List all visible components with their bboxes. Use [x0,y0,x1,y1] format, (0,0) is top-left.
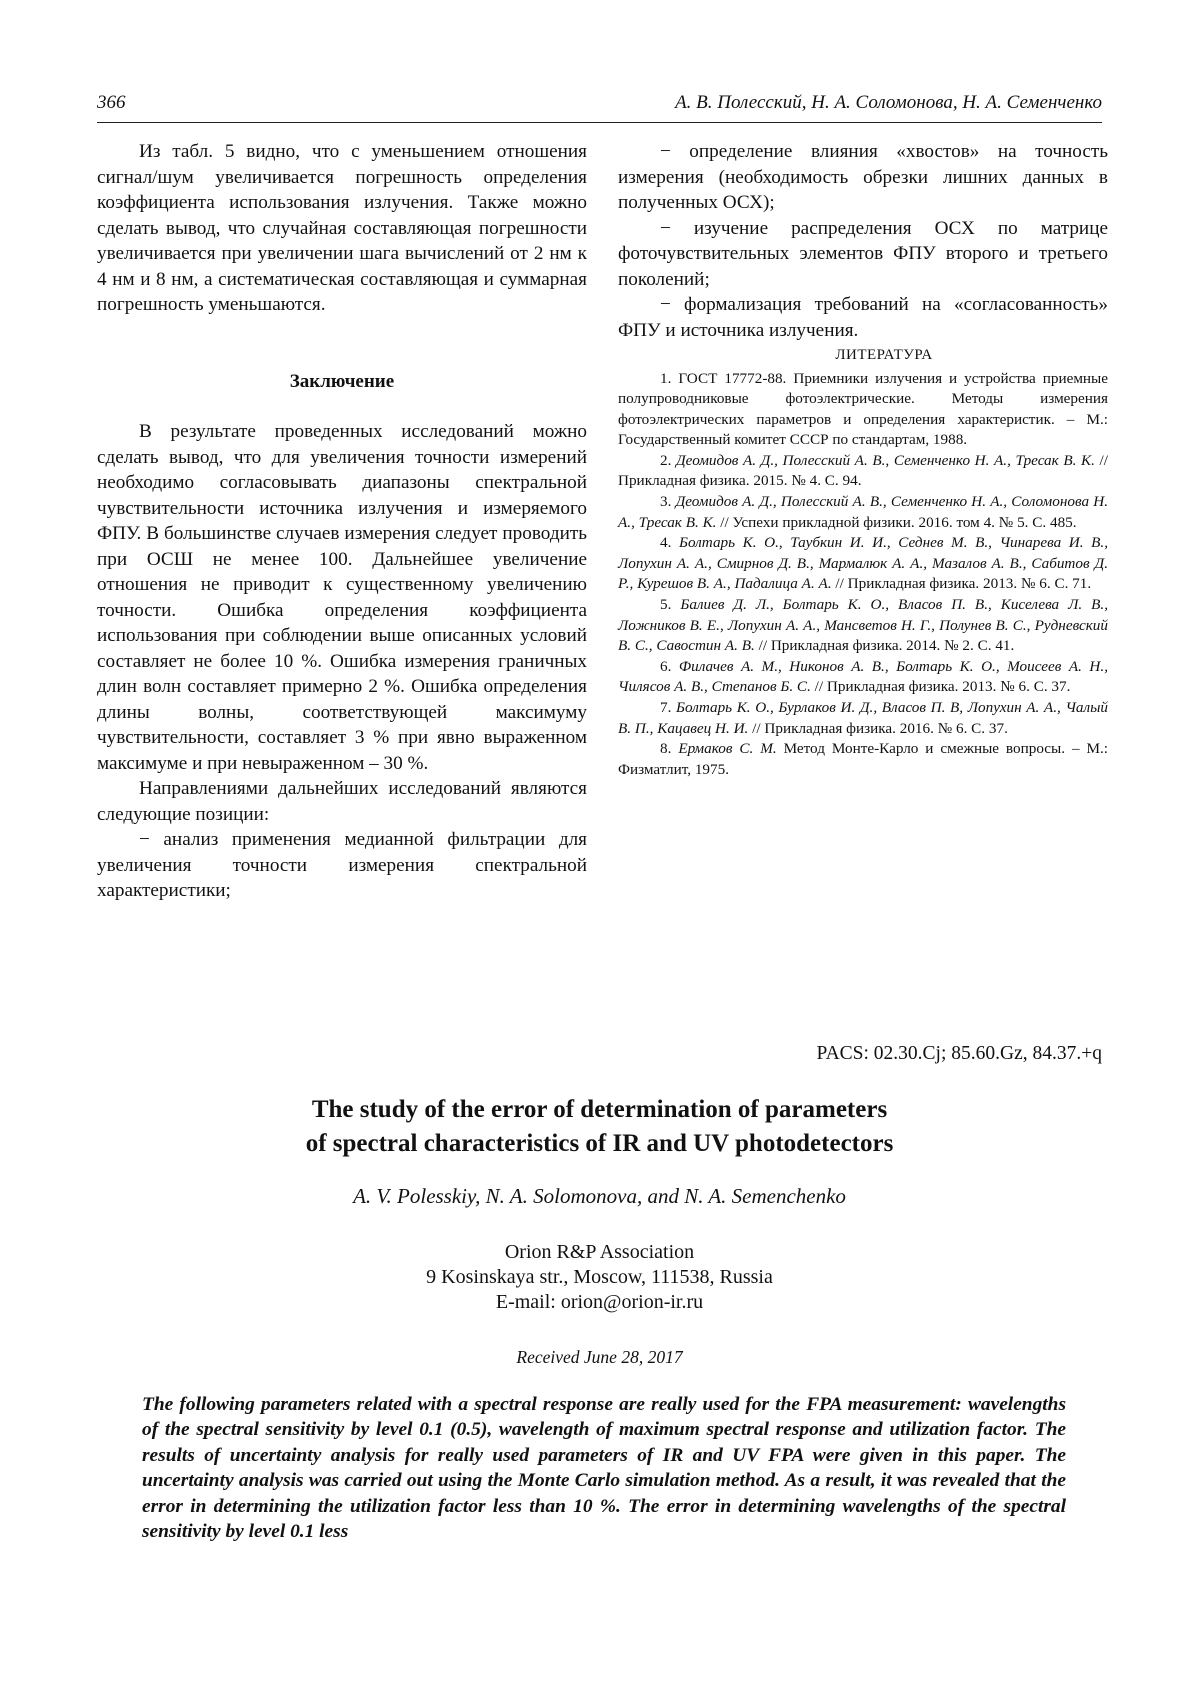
section-title-conclusion: Заключение [289,370,395,392]
reference-item: 2. Деомидов А. Д., Полесский А. В., Семенченко Н. А., Тресак В. К. // Прикладная физика. 2015. № 4. С. 94. [618,451,1108,490]
reference-item: 5. Балиев Д. Л., Болтарь К. О., Власов П. В., Киселева Л. В., Ложников В. Е., Лопухин А. А., Мансветов Н. Г., Полунев В. С., Рудневский В. С., Савостин А. В. // Прикладная физика. 2014. № 2. С. 41. [618,596,1109,655]
paragraph: Направлениями дальнейших исследований являются следующие позиции: [97,778,587,825]
reference-item: 6. Филачев А. М., Никонов А. В., Болтарь К. О., Моисеев А. Н., Чилясов А. В., Степанов Б. С. // Прикладная физика. 2013. № 6. С. 37. [618,657,1108,696]
left-column [97,139,587,904]
running-header [97,92,1102,123]
list-item: − анализ применения медианной фильтрации для увеличения точности измерения спектральной характеристики; [97,829,587,901]
email: E-mail: orion@orion-ir.ru [495,1291,704,1313]
paragraph: Из табл. 5 видно, что с уменьшением отношения сигнал/шум увеличивается погрешность определения коэффициента использования излучения. Также можно сделать вывод, что случайная составляющая погрешности увеличивается при увеличении шага вычислений от 2 нм к 4 нм и 8 нм, а систематическая составляющая и суммарная погрешность уменьшаются. [97,141,587,315]
page-number: 366 [97,92,126,113]
reference-item: 3. Деомидов А. Д., Полесский А. В., Семенченко Н. А., Соломонова Н. А., Тресак В. К. // Успехи прикладной физики. 2016. том 4. № 5. С. 485. [618,493,1109,531]
received-date: Received June 28, 2017 [516,1347,683,1367]
reference-item: 1. ГОСТ 17772-88. Приемники излучения и устройства приемные полупроводниковые фотоэлектрические. Методы измерения фотоэлектрических параметров и определения характеристик. – М.: Государственный комитет СССР по стандартам, 1988. [618,369,1108,449]
affiliation [97,1240,1102,1315]
references-title: ЛИТЕРАТУРА [835,347,933,363]
organization: Orion R&P Association [504,1241,695,1263]
address: 9 Kosinskaya str., Moscow, 111538, Russia [426,1266,773,1288]
list-item: − изучение распределения ОСХ по матрице фоточувствительных элементов ФПУ второго и третьего поколений; [618,217,1108,290]
list-item: − формализация требований на «согласованность» ФПУ и источника излучения. [618,294,1108,341]
list-item: − определение влияния «хвостов» на точность измерения (необходимость обрезки лишних данных в полученных ОСХ); [618,141,1108,213]
reference-item: 7. Болтарь К. О., Бурлаков И. Д., Власов П. В, Лопухин А. А., Чалый В. П., Кацавец Н. И. // Прикладная физика. 2016. № 6. С. 37. [618,699,1108,737]
pacs-codes: PACS: 02.30.Cj; 85.60.Gz, 84.37.+q [816,1043,1102,1064]
right-column [618,139,1108,780]
abstract: The following parameters related with a spectral response are really used for the FPA measurement: wavelengths of the spectral sensitivity by level 0.1 (0.5), wavelength of maximum spectral response and utilization factor. The results of uncertainty analysis for really used parameters of IR and UV FPA were given in this paper. The uncertainty analysis was carried out using the Monte Carlo simulation method. As a result, it was revealed that the error in determining the utilization factor less than 10 %. The error in determining wavelengths of the spectral sensitivity by level 0.1 less [142,1394,1066,1543]
article-authors: A. V. Polesskiy, N. A. Solomonova, and N. A. Semenchenko [353,1184,846,1208]
running-authors: А. В. Полесский, Н. А. Соломонова, Н. А. Семенченко [675,92,1102,113]
article-title: The study of the error of determination of parameters of spectral characteristics of IR and UV photodetectors [305,1096,894,1157]
reference-item: 8. Ермаков С. М. Метод Монте-Карло и смежные вопросы. – М.: Физматлит, 1975. [618,740,1108,778]
paragraph: В результате проведенных исследований можно сделать вывод, что для увеличения точности измерений необходимо согласовывать диапазоны спектральной чувствительности источника излучения и измеряемого ФПУ. В большинстве случаев измерения следует проводить при ОСШ не менее 100. Дальнейшее увеличение отношения не приводит к существенному увеличению точности. Ошибка определения коэффициента использования при соблюдении выше описанных условий составляет не более 10 %. Ошибка измерения граничных длин волн составляет примерно 2 %. Ошибка определения длины волны, соответствующей максимуму чувствительности, составляет 3 % при явно выраженном максимуме и при невыраженном – 30 %. [97,421,587,774]
reference-list [618,369,1108,781]
reference-item: 4. Болтарь К. О., Таубкин И. И., Седнев М. В., Чинарева И. В., Лопухин А. А., Смирнов Д. В., Мармалюк А. А., Мазалов А. В., Сабитов Д. Р., Курешов В. А., Падалица А. А. // Прикладная физика. 2013. № 6. С. 71. [618,534,1108,593]
